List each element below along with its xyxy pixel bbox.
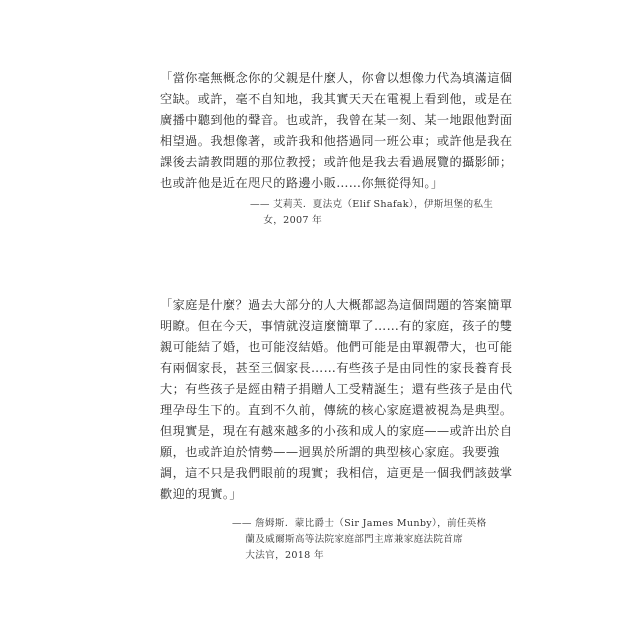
epigraph-quote-2: 「家庭是什麼？過去大部分的人大概都認為這個問題的答案簡單 明瞭。但在今天，事情就沒這麼簡單了……有的家庭，孩子的雙 親可能結了婚，也可能沒結婚。他們可能是由單親帶大，也可能 有兩個家長，甚至三個家長……有些孩子是由同性的家長養育長 大；有些孩子是經由精子捐贈人工受精誕生；還有些孩子是由代 理孕母生下的。直到不久前，傳統的核心家庭還被視為是典型。 但現實是，現在有越來越多的小孩和成人的家庭——或許出於自 願，也或許迫於情勢——迥異於所謂的典型核心家庭。我要強 調，這不只是我們眼前的現實；我相信，這更是一個我們該鼓掌 歡迎的現實。」 [160,298,513,501]
epigraph-attribution-2: —— 詹姆斯．蒙比爵士（Sir James Munby），前任英格 蘭及威爾斯高等法院家庭部門主席兼家庭法院首席 大法官，2018 年 [232,518,487,561]
epigraph-quote-1: 「當你毫無概念你的父親是什麼人，你會以想像力代為填滿這個 空缺。或許，毫不自知地，我其實天天在電視上看到他，或是在 廣播中聽到他的聲音。也或許，我曾在某一刻、某一地跟他對面 相望過。我想像著，或許我和他搭過同一班公車；或許他是我在 課後去請教問題的那位教授；或許他是我去看過展覽的攝影師； 也或許他是近在咫尺的路邊小販……你無從得知。」 [160,71,513,190]
epigraph-attribution-1: —— 艾莉芙．夏法克（Elif Shafak），伊斯坦堡的私生 女，2007 年 [250,199,494,226]
